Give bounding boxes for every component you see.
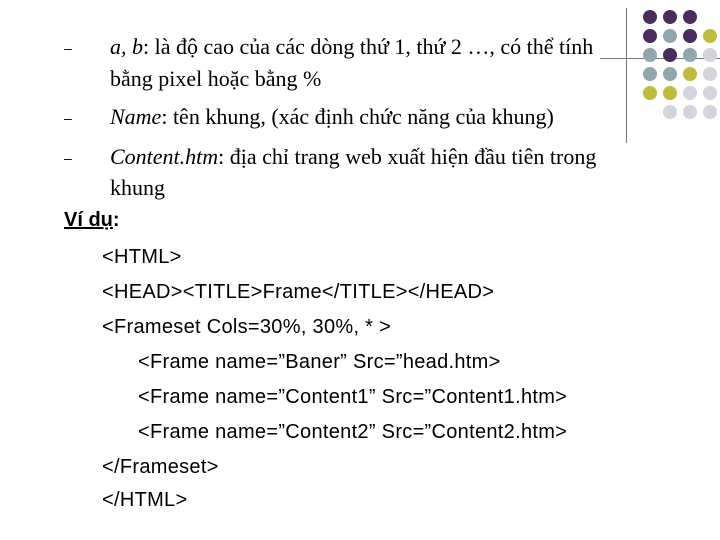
decor-dot [663, 10, 677, 24]
decor-dot [643, 48, 657, 62]
decor-dot [683, 86, 697, 100]
bullet-description: : tên khung, (xác định chức năng của khung) [161, 104, 554, 129]
decor-dot [703, 48, 717, 62]
code-line: </HTML> [102, 489, 188, 511]
decor-dot [683, 29, 697, 43]
decor-dot [663, 29, 677, 43]
code-line: <HTML> [102, 246, 182, 268]
bullet-dash: – [64, 40, 72, 56]
decor-dot [683, 10, 697, 24]
example-label-colon: : [112, 209, 120, 231]
code-line: <Frameset Cols=30%, 30%, * > [102, 316, 392, 338]
code-line: <Frame name=”Content2” Src=”Content2.htm> [138, 421, 568, 443]
bullet-text [110, 142, 596, 172]
decor-dot [643, 86, 657, 100]
decor-dot [643, 67, 657, 81]
decor-dot [683, 105, 697, 119]
example-label-text: Ví dụ [64, 209, 113, 231]
bullet-description: : địa chỉ trang web xuất hiện đầu tiên trong [218, 144, 597, 169]
code-line: <HEAD><TITLE>Frame</TITLE></HEAD> [102, 281, 495, 303]
bullet-term: Content.htm [110, 144, 219, 169]
bullet-continuation: bằng pixel hoặc bằng % [110, 66, 322, 91]
decor-dot [663, 86, 677, 100]
decor-dot [663, 67, 677, 81]
code-line: <Frame name=”Baner” Src=”head.htm> [138, 351, 501, 373]
bullet-description: : là độ cao của các dòng thứ 1, thứ 2 …, có thể tính [143, 34, 594, 59]
decor-dot [663, 105, 677, 119]
bullet-dash: – [64, 150, 72, 166]
bullet-text [110, 32, 593, 62]
decor-dot [663, 48, 677, 62]
example-label [64, 209, 120, 232]
decor-dot [703, 29, 717, 43]
bullet-continuation: khung [110, 175, 165, 200]
decor-dot [683, 67, 697, 81]
decor-horizontal-line [600, 58, 720, 59]
decor-dot [643, 29, 657, 43]
code-line: </Frameset> [102, 456, 219, 478]
decor-dot [703, 67, 717, 81]
code-line: <Frame name=”Content1” Src=”Content1.htm> [138, 386, 568, 408]
decor-dot [683, 48, 697, 62]
decor-dot [643, 10, 657, 24]
bullet-text [110, 102, 554, 132]
decor-vertical-line [626, 8, 627, 143]
decor-dot [703, 105, 717, 119]
bullet-term: a, b [110, 34, 143, 59]
bullet-term: Name [110, 104, 162, 129]
decor-dot [703, 86, 717, 100]
bullet-dash: – [64, 110, 72, 126]
